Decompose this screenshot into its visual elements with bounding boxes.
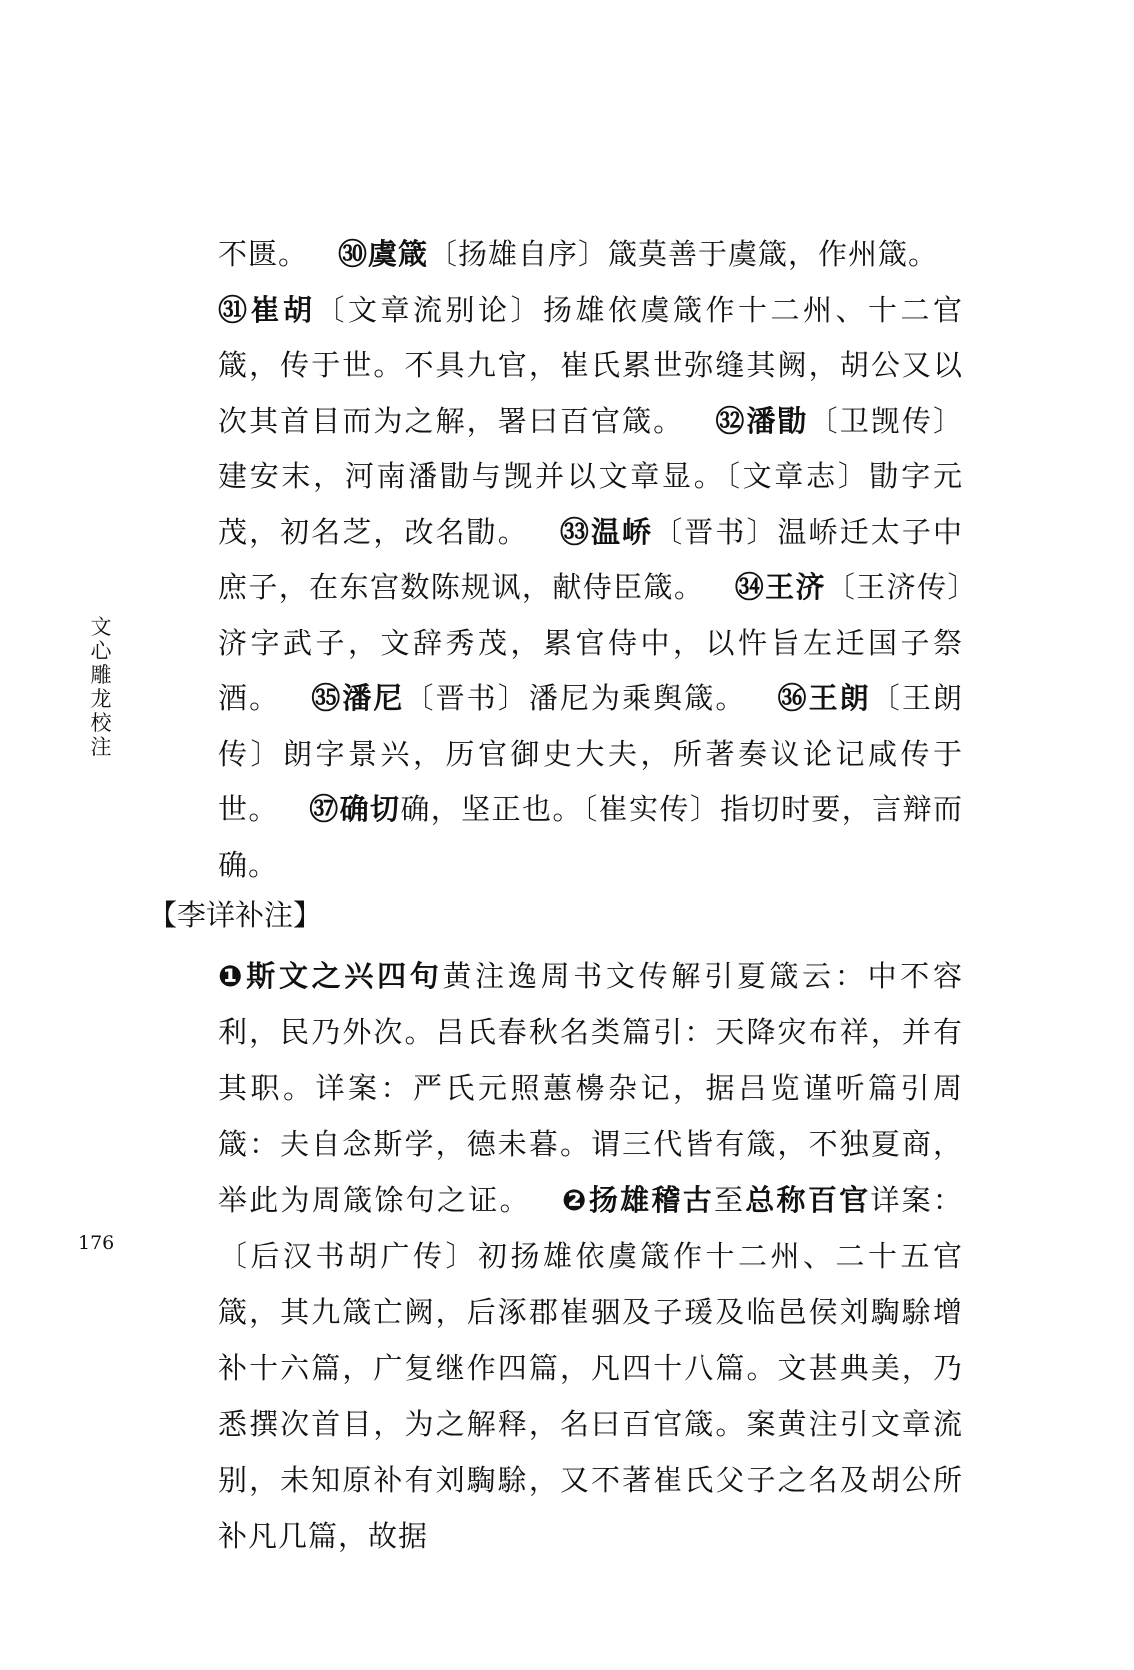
note-37-head: ㊲确切 (308, 792, 401, 826)
note-30-body: 〔扬雄自序〕箴莫善于虞箴，作州箴。 (428, 237, 939, 271)
note-35-head: ㉟潘尼 (310, 681, 405, 715)
page-number: 176 (78, 1232, 115, 1254)
supplement-2-head: ❷扬雄稽古 (560, 1183, 714, 1217)
note-36-head: ㊱王朗 (776, 681, 871, 715)
note-31-head: ㉛崔胡 (218, 292, 316, 327)
note-34-body: 〔王济传〕济字武子，文辞秀茂，累官侍中，以忤旨左迁国子祭酒。 (218, 570, 963, 715)
note-33-head: ㉝温峤 (558, 514, 654, 549)
supplement-2-body: 详案：〔后汉书胡广传〕初扬雄依虞箴作十二州、二十五官箴，其九箴亡阙，后涿郡崔骃及子瑗及临邑侯刘騊駼增补十六篇，广复继作四篇，凡四十八篇。文甚典美，乃悉撰次首目，为之解释，名曰百官箴。案黄注引文章流别，未知原补有刘騊駼，又不著崔氏父子之名及胡公所补凡几篇，故据 (218, 1183, 963, 1553)
note-31-body: 〔文章流别论〕扬雄依虞箴作十二州、十二官箴，传于世。不具九官，崔氏累世弥缝其阙，胡公又以次其首目而为之解，署曰百官箴。 (218, 292, 963, 438)
note-30-head: ㉚虞箴 (338, 237, 429, 271)
section-heading: 【李详补注】 (148, 898, 323, 932)
supplement-notes (218, 948, 963, 1564)
supplement-1-head: ❶斯文之兴四句 (218, 959, 443, 993)
note-32-body: 〔卫觊传〕建安末，河南潘勖与觊并以文章显。〔文章志〕勖字元茂，初名芝，改名勖。 (218, 403, 963, 549)
note-32-head: ㉜潘勖 (714, 403, 809, 438)
note-36-body: 〔王朗传〕朗字景兴，历官御史大夫，所著奏议论记咸传于世。 (218, 681, 963, 826)
running-book-title: 文心雕龙校注 (90, 615, 112, 759)
note-33-body: 〔晋书〕温峤迁太子中庶子，在东宫数陈规讽，献侍臣箴。 (218, 514, 963, 604)
note-37-body: 确，坚正也。〔崔实传〕指切时要，言辩而确。 (218, 792, 963, 882)
supplement-2-mid: 至 (713, 1183, 746, 1217)
supplement-1-body: 黄注逸周书文传解引夏箴云：中不容利，民乃外次。吕氏春秋名类篇引：天降灾布祥，并有其职。详案：严氏元照蕙櫋杂记，据吕览谨听篇引周箴：夫自念斯学，德未暮。谓三代皆有箴，不独夏商，举此为周箴馀句之证。 (218, 959, 963, 1217)
note-30-lead: 不匮。 (218, 237, 309, 271)
annotation-notes (218, 227, 963, 893)
note-35-body: 〔晋书〕潘尼为乘舆箴。 (404, 681, 747, 715)
note-34-head: ㉞王济 (734, 570, 826, 604)
supplement-2-head-end: 总称百官 (745, 1183, 871, 1217)
